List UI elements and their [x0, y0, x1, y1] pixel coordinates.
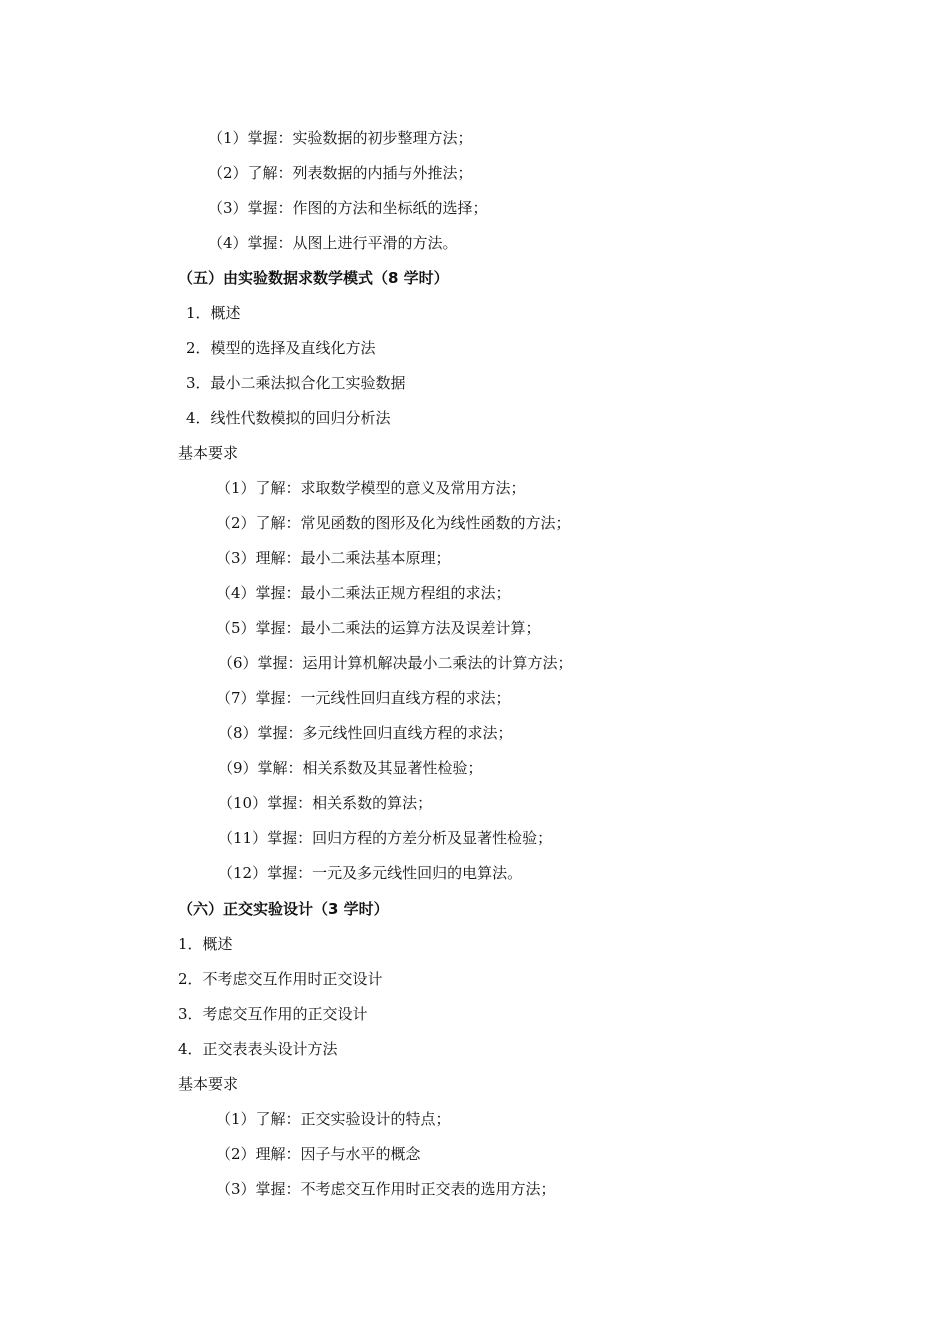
- requirement-item: （1）掌握：实验数据的初步整理方法；: [208, 129, 473, 147]
- requirement-item: （12）掌握：一元及多元线性回归的电算法。: [218, 864, 523, 882]
- outline-item: 2．不考虑交互作用时正交设计: [178, 970, 383, 988]
- requirements-label: 基本要求: [178, 1075, 239, 1093]
- requirements-label: 基本要求: [178, 444, 239, 462]
- requirement-item: （1）了解：正交实验设计的特点；: [216, 1110, 451, 1128]
- requirement-item: （2）了解：常见函数的图形及化为线性函数的方法；: [216, 514, 571, 532]
- requirement-item: （10）掌握：相关系数的算法；: [218, 794, 433, 812]
- outline-item: 2．模型的选择及直线化方法: [186, 339, 376, 357]
- requirement-item: （8）掌握：多元线性回归直线方程的求法；: [218, 724, 513, 742]
- section-heading: （五）由实验数据求数学模式（8 学时）: [178, 269, 449, 287]
- requirement-item: （9）掌解：相关系数及其显著性检验；: [218, 759, 483, 777]
- requirement-item: （3）掌握：不考虑交互作用时正交表的选用方法；: [216, 1180, 556, 1198]
- requirement-item: （5）掌握：最小二乘法的运算方法及误差计算；: [216, 619, 541, 637]
- outline-item: 3．最小二乘法拟合化工实验数据: [186, 374, 406, 392]
- outline-item: 4．正交表表头设计方法: [178, 1040, 338, 1058]
- outline-item: 1．概述: [186, 304, 241, 322]
- requirement-item: （6）掌握：运用计算机解决最小二乘法的计算方法；: [218, 654, 573, 672]
- requirement-item: （7）掌握：一元线性回归直线方程的求法；: [216, 689, 511, 707]
- outline-item: 1．概述: [178, 935, 233, 953]
- requirement-item: （3）掌握：作图的方法和坐标纸的选择；: [208, 199, 488, 217]
- requirement-item: （2）理解：因子与水平的概念: [216, 1145, 421, 1163]
- section-heading: （六）正交实验设计（3 学时）: [178, 900, 389, 918]
- requirement-item: （4）掌握：最小二乘法正规方程组的求法；: [216, 584, 511, 602]
- outline-item: 4．线性代数模拟的回归分析法: [186, 409, 391, 427]
- requirement-item: （2）了解：列表数据的内插与外推法；: [208, 164, 473, 182]
- requirement-item: （1）了解：求取数学模型的意义及常用方法；: [216, 479, 526, 497]
- requirement-item: （11）掌握：回归方程的方差分析及显著性检验；: [218, 829, 553, 847]
- outline-item: 3．考虑交互作用的正交设计: [178, 1005, 368, 1023]
- requirement-item: （4）掌握：从图上进行平滑的方法。: [208, 234, 458, 252]
- requirement-item: （3）理解：最小二乘法基本原理；: [216, 549, 451, 567]
